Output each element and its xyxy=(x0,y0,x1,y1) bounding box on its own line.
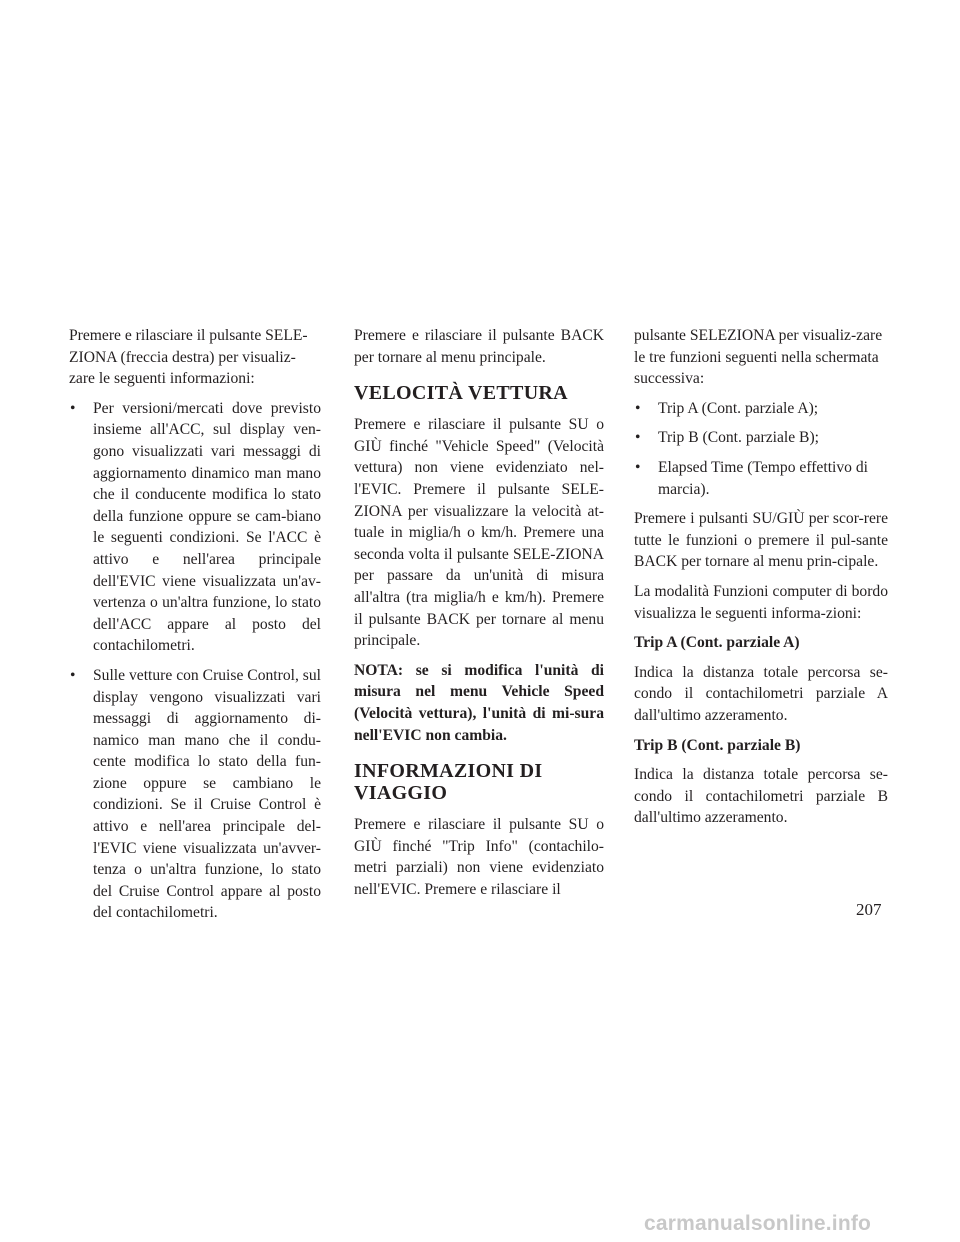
list-item: • Per versioni/mercati dove previsto insieme all'ACC, sul display ven-gono visualizzati vari messaggi di aggiornamento dinamico man mano che il conducente modifica lo stato della funzione oppure se cam-biano le seguenti condizioni. Se l'ACC è attivo e nell'area principale dell'EVIC viene visualizzata un'av-vertenza o un'altra funzione, lo stato dell'ACC appare al posto del contachilometri. xyxy=(70,399,321,655)
trip-a-paragraph: Indica la distanza totale percorsa se-condo il contachilometri parziale A dall'ultimo azzeramento. xyxy=(634,663,888,724)
heading-vehicle-speed: VELOCITÀ VETTURA xyxy=(354,382,568,405)
mode-paragraph: La modalità Funzioni computer di bordo visualizza le seguenti informa-zioni: xyxy=(634,582,888,622)
note-paragraph: NOTA: se si modifica l'unità di misura nel menu Vehicle Speed (Velocità vettura), l'unità di mi-sura nell'EVIC non cambia. xyxy=(354,661,604,744)
column-right xyxy=(634,325,888,837)
watermark: carmanualsonline.info xyxy=(644,1212,872,1235)
speed-paragraph: Premere e rilasciare il pulsante SU o GIÙ finché "Vehicle Speed" (Velocità vettura) non viene evidenziato nel-l'EVIC. Premere il pulsante SELE-ZIONA per visualizzare la velocità at-tuale in miglia/h o km/h. Premere una seconda volta il pulsante SELE-ZIONA per passare da un'unità di misura all'altra (tra miglia/h e km/h). Premere il pulsante BACK per tornare al menu principale. xyxy=(354,416,604,650)
scroll-paragraph: Premere i pulsanti SU/GIÙ per scor-rere tutte le funzioni o premere il pul-sante BACK per tornare al menu prin-cipale. xyxy=(634,510,888,571)
list-item: • Trip B (Cont. parziale B); xyxy=(634,427,888,449)
bullet-icon: • xyxy=(70,666,76,684)
column-left xyxy=(69,325,321,932)
trip-paragraph: Premere e rilasciare il pulsante SU o GIÙ finché "Trip Info" (contachilo-metri parziali) non viene evidenziato nell'EVIC. Premere e rilasciare il xyxy=(354,816,604,898)
column-middle xyxy=(354,325,604,908)
intro-paragraph: Premere e rilasciare il pulsante SELE-ZIONA (freccia destra) per visualiz-zare le seguenti informazioni: xyxy=(69,327,308,388)
bullet-icon: • xyxy=(635,399,641,417)
bullet-icon: • xyxy=(635,429,641,447)
continuation-paragraph: pulsante SELEZIONA per visualiz-zare le tre funzioni seguenti nella schermata successiva: xyxy=(634,327,883,388)
list-item: • Trip A (Cont. parziale A); xyxy=(634,398,888,420)
info-bullet-list xyxy=(69,398,321,924)
trip-b-paragraph: Indica la distanza totale percorsa se-condo il contachilometri parziale B dall'ultimo azzeramento. xyxy=(634,766,888,827)
back-paragraph: Premere e rilasciare il pulsante BACK per tornare al menu principale. xyxy=(354,327,604,366)
bullet-icon: • xyxy=(635,458,641,476)
list-item: • Elapsed Time (Tempo effettivo di marcia). xyxy=(635,458,868,498)
heading-trip-info: INFORMAZIONI DI VIAGGIO xyxy=(354,760,543,805)
trip-a-heading: Trip A (Cont. parziale A) xyxy=(634,634,800,652)
trip-b-heading: Trip B (Cont. parziale B) xyxy=(634,736,801,754)
trip-bullet-list xyxy=(634,398,888,500)
bullet-icon: • xyxy=(70,399,76,417)
list-item: • Sulle vetture con Cruise Control, sul display vengono visualizzati vari messaggi di aggiornamento di-namico man mano che il condu-cente modifica lo stato della fun-zione oppure se cambiano le condizioni. Se il Cruise Control è attivo e nell'area principale del-l'EVIC viene visualizzata un'avver-tenza o un'altra funzione, lo stato del Cruise Control appare al posto del contachilometri. xyxy=(70,666,321,922)
page-number: 207 xyxy=(856,900,882,919)
